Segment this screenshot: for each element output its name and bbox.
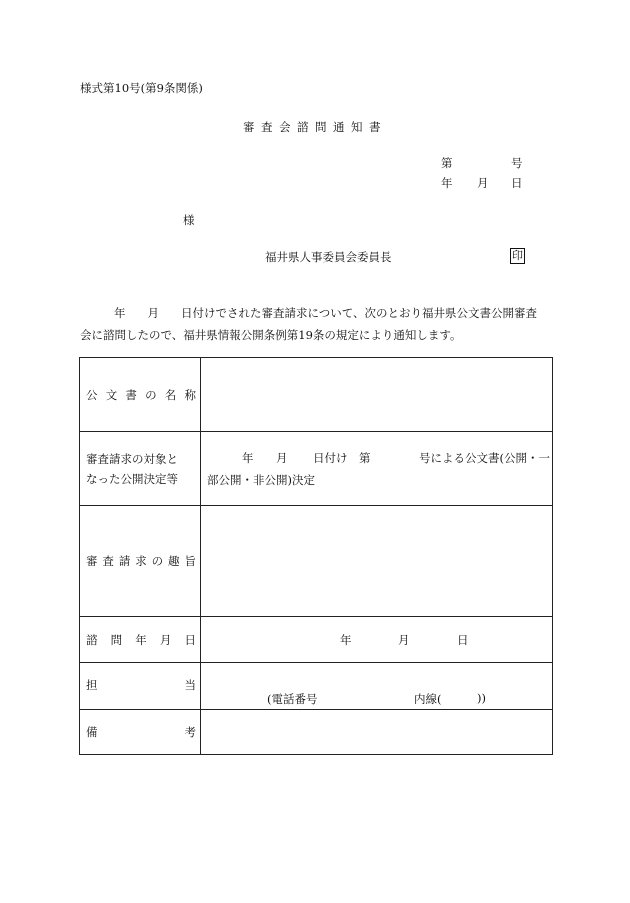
inquiry-date-value[interactable] — [201, 617, 553, 663]
inquiry-year: 年 — [340, 633, 352, 647]
document-name-value[interactable] — [201, 358, 553, 432]
document-name-label — [80, 358, 201, 432]
body-line1-rest: 日付けでされた審査請求について、次のとおり福井県公文書公開審査 — [181, 306, 538, 320]
contact-value[interactable] — [201, 663, 553, 710]
addressee-honorific: 様 — [183, 213, 195, 227]
decision-value[interactable] — [201, 432, 553, 506]
label-char: 文 — [105, 387, 118, 402]
notice-form-table — [79, 357, 553, 755]
inquiry-date-label — [80, 617, 201, 663]
issue-year: 年 — [441, 176, 453, 190]
label-char: 請 — [118, 554, 131, 568]
table-row — [80, 506, 553, 617]
label-char: 考 — [184, 725, 196, 739]
purpose-label-text — [86, 553, 196, 569]
decision-rest-line2: 部公開・非公開)決定 — [207, 473, 315, 487]
purpose-value[interactable] — [201, 506, 553, 617]
label-char: 旨 — [184, 554, 196, 568]
issue-month: 月 — [477, 176, 489, 190]
contact-phone: (電話番号 — [267, 692, 318, 706]
label-char: 当 — [184, 678, 196, 692]
decision-label-line2: なった公開決定等 — [86, 471, 178, 486]
label-char: 審 — [86, 554, 98, 568]
issue-number-suffix: 号 — [511, 156, 523, 170]
label-char: 月 — [159, 632, 172, 647]
decision-rest-line1: 号による公文書(公開・一 — [419, 451, 550, 465]
label-char: 備 — [86, 725, 98, 739]
table-row — [80, 710, 553, 755]
decision-month: 月 — [276, 451, 288, 465]
issue-day: 日 — [511, 176, 523, 190]
label-char: 公 — [86, 387, 98, 402]
remarks-label — [80, 710, 201, 755]
label-char: の — [151, 554, 164, 568]
label-char: 査 — [102, 554, 114, 568]
label-char: 諮 — [86, 632, 98, 647]
decision-label — [80, 432, 201, 506]
table-row — [80, 358, 553, 432]
decision-label-line1: 審査請求の対象と — [86, 451, 178, 466]
table-row — [80, 432, 553, 506]
document-title: 審査会諮問通知書 — [243, 120, 387, 134]
label-char: の — [145, 387, 157, 402]
body-text — [80, 302, 537, 346]
decision-no: 第 — [359, 451, 371, 465]
inquiry-day: 日 — [457, 633, 469, 647]
decision-year: 年 — [242, 451, 254, 465]
sender-name: 福井県人事委員会委員長 — [265, 250, 392, 264]
purpose-label — [80, 506, 201, 617]
label-char: 日 — [184, 632, 196, 647]
body-year: 年 — [114, 306, 126, 320]
contact-close: )) — [477, 691, 486, 705]
body-line-2: 会に諮問したので、福井県情報公開条例第19条の規定により通知します。 — [80, 328, 462, 342]
remarks-value[interactable] — [201, 710, 553, 755]
inquiry-date-label-text — [86, 632, 196, 648]
label-char: 称 — [184, 387, 196, 402]
label-char: 問 — [110, 632, 123, 647]
label-char: 名 — [164, 387, 177, 402]
label-char: 書 — [125, 387, 137, 402]
label-char: 担 — [86, 678, 98, 692]
contact-label-text — [86, 663, 196, 693]
contact-label — [80, 663, 201, 710]
table-row — [80, 663, 553, 710]
decision-dated: 日付け — [313, 451, 348, 465]
document-name-label-text — [86, 387, 196, 403]
label-char: 年 — [135, 632, 147, 647]
contact-extension: 内線( — [414, 692, 442, 706]
form-number: 様式第10号(第9条関係) — [80, 81, 203, 95]
issue-number-prefix: 第 — [441, 156, 453, 170]
body-line-1 — [80, 302, 537, 324]
remarks-label-text — [86, 724, 196, 740]
seal-mark: 印 — [512, 249, 523, 262]
label-char: 求 — [135, 554, 147, 568]
table-row — [80, 617, 553, 663]
body-month: 月 — [147, 306, 159, 320]
label-char: 趣 — [168, 554, 180, 568]
inquiry-month: 月 — [398, 633, 410, 647]
